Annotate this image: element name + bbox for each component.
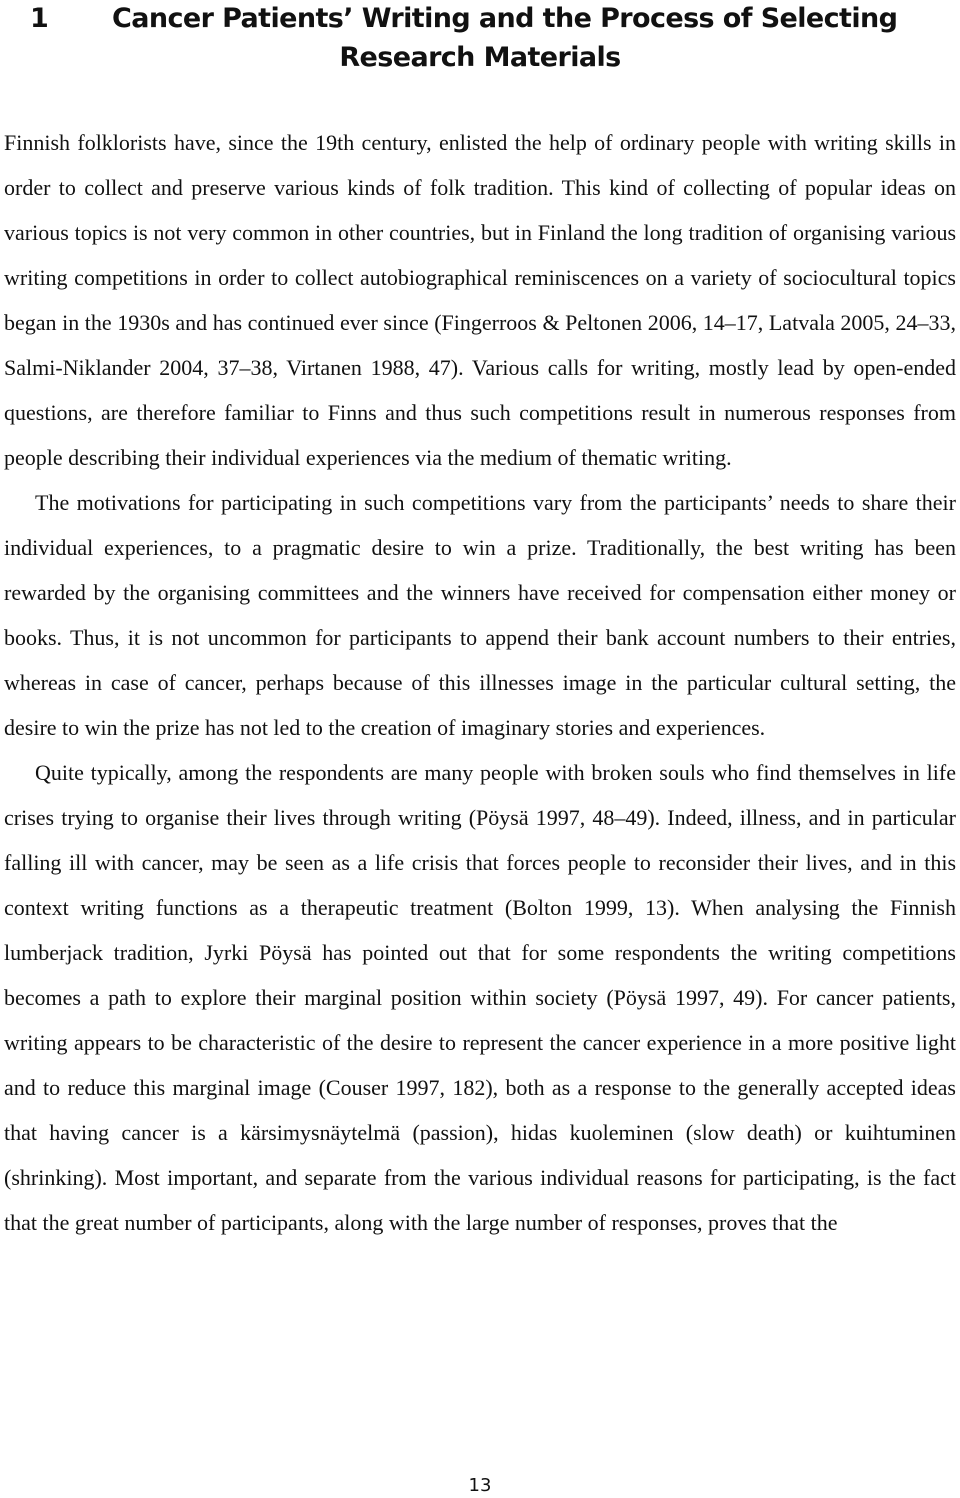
paragraph-1: Finnish folklorists have, since the 19th century, enlisted the help of ordinary people with writing skills in order to collect and preserve various kinds of folk tradition. This kind of collecting of popular ideas on various topics is not very common in other countries, but in Finland the long tradition of organising various writing competitions in order to collect autobiographical reminiscences on a variety of sociocultural topics began in the 1930s and has continued ever since (Fingerroos & Peltonen 2006, 14–17, Latvala 2005, 24–33, Salmi-Niklander 2004, 37–38, Virtanen 1988, 47). Various calls for writing, mostly lead by open-ended questions, are therefore familiar to Finns and thus such competitions result in numerous responses from people describing their individual experiences via the medium of thematic writing. <box>4 130 956 470</box>
paragraph-2: The motivations for participating in such competitions vary from the participants’ needs to share their individual experiences, to a pragmatic desire to win a prize. Traditionally, the best writing has been rewarded by the organising committees and the winners have received for compensation either money or books. Thus, it is not uncommon for participants to append their bank account numbers to their entries, whereas in case of cancer, perhaps because of this illnesses image in the particular cultural setting, the desire to win the prize has not led to the creation of imaginary stories and experiences. <box>4 490 956 740</box>
chapter-title-line-1: Cancer Patients’ Writing and the Process of Selecting <box>112 3 898 34</box>
paragraph-3: Quite typically, among the respondents are many people with broken souls who find themselves in life crises trying to organise their lives through writing (Pöysä 1997, 48–49). Indeed, illness, and in particular falling ill with cancer, may be seen as a life crisis that forces people to reconsider their lives, and in this context writing functions as a therapeutic treatment (Bolton 1999, 13). When analysing the Finnish lumberjack tradition, Jyrki Pöysä has pointed out that for some respondents the writing competitions becomes a path to explore their marginal position within society (Pöysä 1997, 49). For cancer patients, writing appears to be characteristic of the desire to represent the cancer experience in a more positive light and to reduce this marginal image (Couser 1997, 182), both as a response to the generally accepted ideas that having cancer is a kärsimysnäytelmä (passion), hidas kuoleminen (slow death) or kuihtuminen (shrinking). Most important, and separate from the various individual reasons for participating, is the fact that the great number of participants, along with the large number of responses, proves that the <box>4 760 956 1235</box>
chapter-number: 1 <box>30 3 49 34</box>
chapter-heading <box>0 0 960 80</box>
page-number: 13 <box>468 1475 492 1496</box>
chapter-title-line-2: Research Materials <box>339 42 621 73</box>
body-text <box>4 120 956 1245</box>
